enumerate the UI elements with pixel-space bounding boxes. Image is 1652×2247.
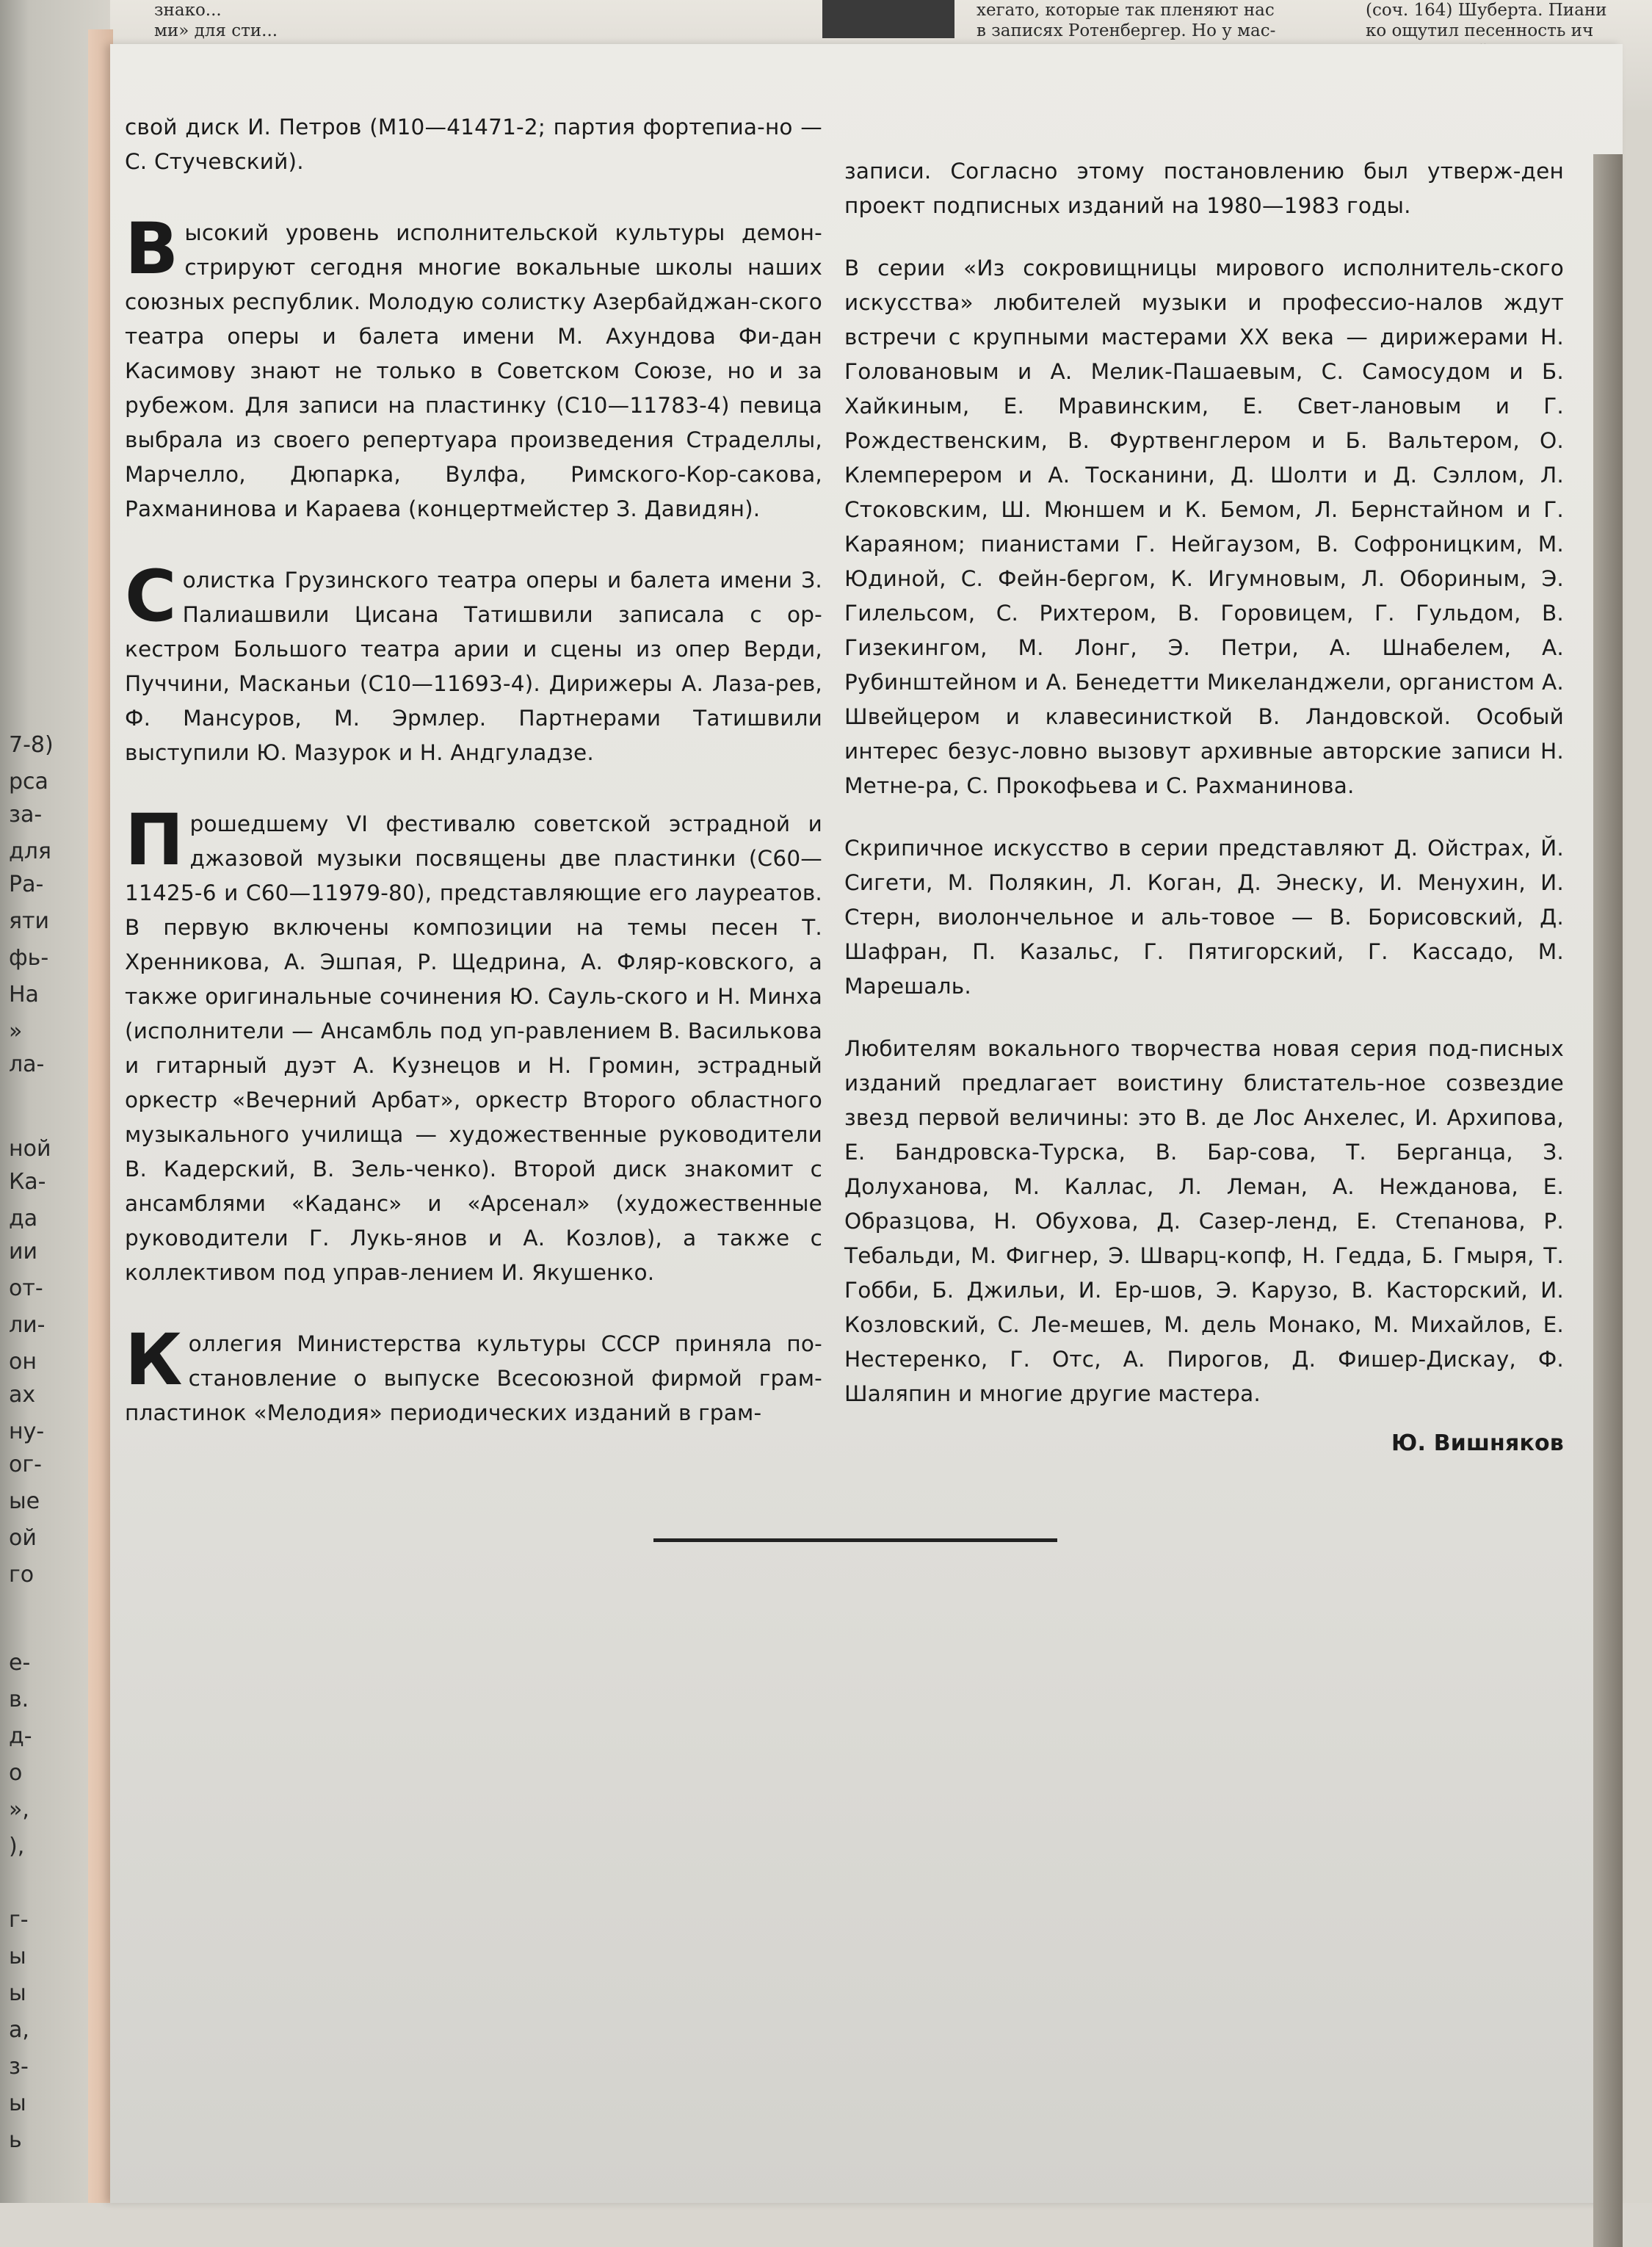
left-edge-fragment: 7-8)	[9, 732, 54, 758]
left-edge-fragment: за-	[9, 802, 43, 828]
left-edge-fragment: Ка-	[9, 1169, 46, 1195]
left-edge-fragment: ии	[9, 1239, 37, 1264]
left-edge-fragment: ог-	[9, 1452, 42, 1477]
left-edge-fragment: »,	[9, 1797, 29, 1823]
left-edge-fragment: ь	[9, 2127, 22, 2153]
left-edge-fragment: Ра-	[9, 872, 44, 897]
left-edge-fragment: а,	[9, 2017, 29, 2043]
top-line: ко ощутил песенность ич	[1366, 21, 1594, 40]
top-page-left-column	[154, 0, 374, 41]
top-line: (соч. 164) Шуберта. Пиани	[1366, 1, 1607, 20]
paragraph: Высокий уровень исполнительской культуры демон-стрируют сегодня многие вокальные школы наших союзных республик. Молодую солистку Азербайджан-ского театра оперы и балета имени М. Ахундова Фи-дан Касимову знают не только в Советском Союзе, но и за рубежом. Для записи на пластинку (С10—11783-4) певица выбрала из своего репертуара произведения Страделлы, Марчелло, Дюпарка, Вулфа, Римского-Кор-сакова, Рахманинова и Караева (концертмейстер З. Давидян).	[125, 208, 822, 521]
left-edge-fragment: з-	[9, 2054, 29, 2080]
top-line: хегато, которые так пленяют нас	[977, 1, 1275, 20]
left-edge-fragment: е-	[9, 1650, 31, 1676]
drop-cap: П	[125, 799, 184, 881]
paragraph: Коллегия Министерства культуры СССР приняла по-становление о выпуске Всесоюзной фирмой грам-пластинок «Мелодия» периодических изданий в грам-	[125, 1319, 822, 1425]
article-column-left	[125, 110, 822, 1430]
top-line: знако...	[154, 1, 222, 20]
section-divider-rule	[653, 1538, 1057, 1542]
paragraph: Любителям вокального творчества новая серия под-писных изданий предлагает воистину блистатель-ное созвездие звезд первой величины: это В. де Лос Анхелес, И. Архипова, Е. Бандровска-Турска, В. Бар-сова, Т. Берганца, З. Долуханова, М. Каллас, Л. Леман, А. Нежданова, Е. Образцова, Н. Обухова, Д. Сазер-ленд, Е. Степанова, Р. Тебальди, М. Фигнер, Э. Шварц-копф, Н. Гедда, Б. Гмыря, Т. Гобби, Б. Джильи, И. Ер-шов, Э. Карузо, В. Касторский, И. Козловский, С. Ле-мешев, М. дель Монако, М. Михайлов, Е. Нестеренко, Г. Отс, А. Пирогов, Д. Фишер-Дискау, Ф. Шаляпин и многие другие мастера.	[844, 1036, 1564, 1406]
left-edge-fragment: На	[9, 982, 39, 1007]
paragraph: Скрипичное искусство в серии представляют Д. Ойстрах, Й. Сигети, М. Полякин, Л. Коган, Д. Энеску, И. Менухин, И. Стерн, виолончельное и аль-товое — В. Борисовский, Д. Шафран, П. Казальс, Г. Пятигорский, Г. Кассадо, М. Марешаль.	[844, 836, 1564, 999]
left-edge-fragment: ы	[9, 2091, 26, 2116]
top-page-photo	[822, 0, 954, 38]
left-edge-fragment: ы	[9, 1980, 26, 2006]
left-edge-fragment: от-	[9, 1276, 43, 1301]
left-edge-fragment: в.	[9, 1687, 29, 1712]
left-edge-fragment: ной	[9, 1136, 51, 1162]
left-edge-fragment: рса	[9, 769, 48, 795]
left-edge-fragment: для	[9, 839, 51, 864]
left-edge-fragment: го	[9, 1562, 35, 1588]
left-edge-fragment: ы	[9, 1944, 26, 1969]
binding-strip	[88, 29, 113, 2203]
left-edge-fragment: ой	[9, 1525, 37, 1551]
top-line: в записях Ротенбергер. Но у мас-	[977, 21, 1276, 40]
drop-cap: В	[125, 208, 179, 290]
left-edge-fragment: ),	[9, 1834, 25, 1859]
magazine-page	[110, 44, 1623, 2203]
article-column-right	[844, 154, 1564, 1461]
drop-cap: К	[125, 1319, 183, 1401]
paragraph: Солистка Грузинского театра оперы и балета имени З. Палиашвили Цисана Татишвили записала с ор-кестром Большого театра арии и сцены из опер Верди, Пуччини, Масканьи (С10—11693-4). Дирижеры А. Лаза-рев, Ф. Мансуров, М. Эрмлер. Партнерами Татишвили выступили Ю. Мазурок и Н. Андгуладзе.	[125, 555, 822, 765]
left-edge-fragment: яти	[9, 908, 50, 934]
paragraph: записи. Согласно этому постановлению был утверж-ден проект подписных изданий на 1980—1983 годы.	[844, 159, 1564, 218]
paragraph: свой диск И. Петров (М10—41471-2; партия фортепиа-но — С. Стучевский).	[125, 115, 822, 174]
left-edge-fragment: д-	[9, 1723, 32, 1749]
left-edge-fragment: ну-	[9, 1419, 45, 1444]
left-edge-fragment: г-	[9, 1907, 29, 1933]
left-edge-fragment: он	[9, 1349, 37, 1375]
left-edge-fragment: ые	[9, 1488, 40, 1514]
paragraph: Прошедшему VI фестивалю советской эстрадной и джазовой музыки посвящены две пластинки (С60—11425-6 и С60—11979-80), представляющие его лауреатов. В первую включены композиции на темы песен Т. Хренникова, А. Эшпая, Р. Щедрина, А. Фляр-ковского, а также оригинальные сочинения Ю. Сауль-ского и Н. Минха (исполнители — Ансамбль под уп-равлением В. Василькова и гитарный дуэт А. Кузнецов и Н. Громин, эстрадный оркестр «Вечерний Арбат», оркестр Второго областного музыкального училища — художественные руководители В. Кадерский, В. Зель-ченко). Второй диск знакомит с ансамблями «Каданс» и «Арсенал» (художественные руководители Г. Лукь-янов и А. Козлов), а также с коллективом под управ-лением И. Якушенко.	[125, 799, 822, 1285]
left-edge-fragment: »	[9, 1018, 23, 1044]
left-edge-fragment: ли-	[9, 1312, 46, 1338]
left-edge-fragment: ах	[9, 1382, 36, 1408]
left-edge-fragment: ла-	[9, 1052, 45, 1077]
top-line: ми» для сти...	[154, 21, 278, 40]
left-edge-fragment: да	[9, 1206, 38, 1231]
drop-cap: С	[125, 555, 177, 637]
left-edge-fragment: о	[9, 1760, 23, 1786]
paragraph: В серии «Из сокровищницы мирового исполнитель-ского искусства» любителей музыки и профессио-налов ждут встречи с крупными мастерами XX века — дирижерами Н. Головановым и А. Мелик-Пашаевым, С. Самосудом и Б. Хайкиным, Е. Мравинским, Е. Свет-лановым и Г. Рождественским, В. Фуртвенглером и Б. Вальтером, О. Клемперером и А. Тосканини, Д. Шолти и Д. Сэллом, Л. Стоковским, Ш. Мюншем и К. Бемом, Л. Бернстайном и Г. Караяном; пианистами Г. Нейгаузом, В. Софроницким, М. Юдиной, С. Фейн-бергом, К. Игумновым, Л. Обориным, Э. Гилельсом, С. Рихтером, В. Горовицем, Г. Гульдом, В. Гизекингом, М. Лонг, Э. Петри, А. Шнабелем, А. Рубинштейном и А. Бенедетти Микеланджели, органистом А. Швейцером и клавесинисткой В. Ландовской. Особый интерес безус-ловно вызовут архивные авторские записи Н. Метне-ра, С. Прокофьева и С. Рахманинова.	[844, 256, 1564, 798]
page-stack-edge	[1593, 154, 1623, 2247]
author-signature: Ю. Вишняков	[1391, 1430, 1564, 1456]
left-edge-fragment: фь-	[9, 945, 49, 971]
